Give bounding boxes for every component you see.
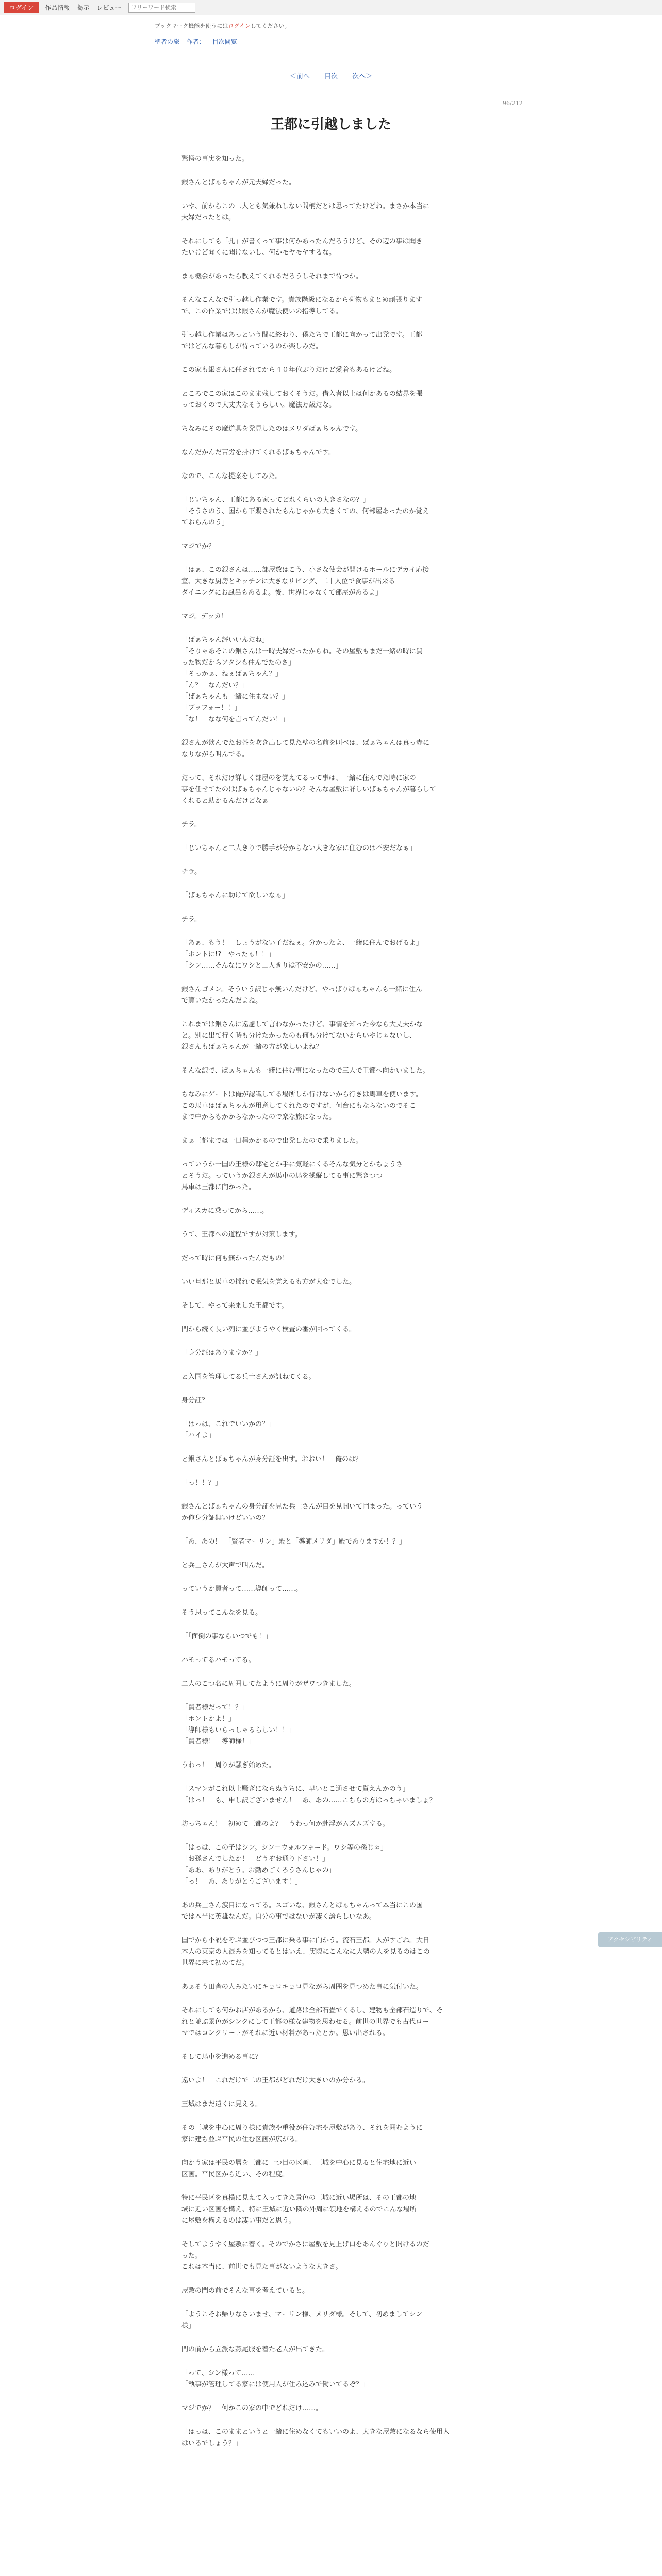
body-paragraph: 銀さんが飲んでたお茶を吹き出して見た壁の名前を叫べは、ばぁちゃんは真っ赤に なりながら叫んでる。 [181, 739, 430, 758]
body-paragraph: 「ばぁちゃん評いいんだね」 「そりゃあそこの銀さんは一時夫婦だったからね。その屋敷もまだ一緒の時に買 った物だからアタシも住んでたのさ」 「そっかぁ、ねぇばぁちゃん？」 「ん？ なんだい？」 「ばぁちゃんも一緒に住まない？」 「ブッフォー！！」 「な！ なな何を言ってんだい！」 [181, 636, 423, 723]
body-paragraph: 「ようこそお帰りなさいませ、マーリン様、メリダ様。そして、初めましてシン 様」 [181, 2311, 423, 2330]
body-paragraph: まぁ王都までは一日程かかるので出発したので乗りました。 [181, 1137, 363, 1145]
body-paragraph: ディスカに乗ってから……。 [181, 1207, 268, 1215]
body-paragraph: と銀さんとばぁちゃんが身分証を出す。おおい！ 俺のは？ [181, 1455, 362, 1463]
bookmark-notice [155, 22, 662, 30]
floating-menu-button[interactable]: アクセシビリティ [598, 1932, 662, 1947]
body-paragraph: いや、前からこの二人とも気兼ねしない間柄だとは思ってたけどね。まさか本当に 夫婦だったとは。 [181, 202, 429, 222]
body-paragraph: 坊っちゃん！ 初めて王都のよ？ うわっ何か赴浮がムズムズする。 [181, 1820, 389, 1828]
body-paragraph: チラ。 [181, 821, 201, 828]
body-paragraph: と兵士さんが大声で叫んだ。 [181, 1562, 269, 1569]
body-paragraph: それにしても何かお店があるから、道路は全部石畳でくるし、建物も全部石造りで、そ れと並ぶ景色がシンクにして王都の様な建物を思わせる。前世の世界でも古代ロー マではコンクリートがそれに近い材料があったとか。思い出される。 [181, 2007, 443, 2037]
body-paragraph: っていうか一国の王様の邸宅とか手に気軽にくるそんな気分とかちょうさ とそうだ。っていうか銀さんが馬車の馬を操縦してる事に驚きつつ 馬車は王都に向かった。 [181, 1161, 403, 1191]
next-episode-link[interactable]: 次へ＞ [352, 73, 373, 80]
body-paragraph: 「身分証はありますか？」 [181, 1349, 262, 1357]
body-paragraph: っていうか賢者って……導師って……。 [181, 1585, 303, 1593]
body-paragraph: だって時に何も無かったんだもの！ [181, 1255, 289, 1262]
episode-number: 96/212 [503, 100, 523, 107]
body-paragraph: マジでか？ [181, 543, 216, 550]
body-paragraph: そしてようやく屋敷に着く。そのでかさに屋敷を見上げ口をあんぐりと開けるのだ った。 これは本当に、前世でも見た事がないような大きさ。 [181, 2241, 429, 2271]
body-paragraph: そう思ってこんなを見る。 [181, 1609, 262, 1617]
episode-pager [0, 71, 662, 80]
top-bar [0, 0, 662, 15]
body-paragraph: 「ばぁちゃんに助けて欲しいなぁ」 [181, 892, 289, 900]
body-paragraph: 驚愕の事実を知った。 [181, 155, 249, 163]
body-paragraph: マジでか？ 何かこの家の中でどれだけ……。 [181, 2404, 323, 2412]
body-paragraph: そして馬車を進める事に？ [181, 2053, 262, 2061]
body-paragraph: 「はっは、この子はシン。シン＝ウォルフォード。ワシ等の孫じゃ」 「お孫さんでしたか！ どうぞお通り下さい！」 「ああ、ありがとう。お勤めごくろうさんじゃの」 「っ！ あ、ありがとうございます！」 [181, 1844, 387, 1886]
body-paragraph: 「スマンがこれ以上騒ぎにならぬうちに、早いとこ通させて貰えんかのう」 「はっ！ も、申し訳ございません！ あ、あの……こちらの方はっちゃいましょ？ [181, 1785, 436, 1804]
body-paragraph: 「「面倒の事ならいつでも！」 [181, 1633, 272, 1640]
episode-body [155, 154, 510, 2449]
body-paragraph: マジ。デッカ！ [181, 613, 228, 620]
body-paragraph: あの兵士さん涙目になってる。スゴいな、銀さんとばぁちゃんって本当にこの国 では本当に英雄なんだ。自分の事ではないが凄く誇らしいなあ。 [181, 1902, 423, 1921]
body-paragraph: 「じいちゃんと二人きりで勝手が分からない大きな家に住むのは不安だなぁ」 [181, 844, 417, 852]
body-paragraph: 「はっは、このままというと一緒に住めなくてもいいのよ、大きな屋敷になるなら使用人 はいるでしょう？」 [181, 2428, 450, 2447]
body-paragraph: 向かう家は平民の層を王都に一つ目の区画、王城を中心に見ると住宅地に近い 区画。平民区から近い、その程度。 [181, 2159, 417, 2178]
body-paragraph: ちなみにゲートは俺が認識してる場所しか行けないから行きは馬車を使います。 この馬車はばぁちゃんが用意してくれたのですが、何台にもならないのでそこ まで中からもかからなかったので楽な旅になった。 [181, 1091, 422, 1121]
search-input[interactable] [128, 3, 195, 13]
body-paragraph: だって、それだけ詳しく部屋のを覚えてるって事は、一緒に住んでた時に家の 事を任せてたのはばぁちゃんじゃないの？そんな屋敷に詳しいばぁちゃんが暮らして くれると助かるんだけどなぁ [181, 774, 437, 805]
body-paragraph: 門から続く長い列に並びようやく検査の番が回ってくる。 [181, 1326, 356, 1333]
body-paragraph: 引っ越し作業はあっという間に終わり、僕たちで王都に向かって出発です。王都 ではどんな暮らしが待っているのか楽しみだ。 [181, 331, 422, 350]
body-paragraph: 銀さんとばぁちゃんが元夫婦だった。 [181, 179, 296, 187]
body-paragraph: ちなみにその魔道具を発見したのはメリダばぁちゃんです。 [181, 425, 362, 433]
body-paragraph: 銀さんゴメン。そういう訳じゃ無いんだけど、やっぱりばぁちゃんも一緒に住ん で貰いたかったんだよね。 [181, 986, 422, 1005]
toc-link[interactable]: 目次 [324, 73, 338, 80]
body-paragraph: 「賢者様だって！？」 「ホントかよ！」 「導師様もいらっしゃるらしい！！」 「賢者様！ 導師様！」 [181, 1704, 296, 1745]
body-paragraph: 「って、シン様って……」 「執事が管理してる家には使用人が住み込みで働いてるぞ？」 [181, 2369, 370, 2388]
notice-text-before: ブックマーク機能を使うには [155, 23, 228, 29]
body-paragraph: いい旦那と馬車の揺れで眠気を覚えるも方が大変でした。 [181, 1278, 356, 1286]
body-paragraph: と入国を管理してる兵士さんが訊ねてくる。 [181, 1373, 316, 1381]
body-paragraph: うて、王都への道程ですが対策します。 [181, 1231, 302, 1239]
body-paragraph: それにしても「孔」が書くって事は何かあったんだろうけど、その辺の事は聞き たいけど聞くに聞けないし、何かモヤモヤするな。 [181, 238, 423, 257]
episode-title: 王都に引越しました [270, 117, 391, 132]
prev-episode-link[interactable]: ＜前へ [289, 73, 310, 80]
nav-link-works[interactable]: 作品情報 [45, 4, 70, 11]
body-paragraph: 王城はまだ遠くに見える。 [181, 2100, 262, 2108]
body-paragraph: 「じいちゃん、王都にある家ってどれくらいの大きさなの？」 「そうさのう、国から下賜されたもんじゃから大きくての、何部屋あったのか覚え ておらんのう」 [181, 496, 429, 527]
body-paragraph: 屋敷の門の前でそんな事を考えていると。 [181, 2287, 309, 2295]
breadcrumb-author[interactable]: 作者： [186, 38, 205, 45]
breadcrumb-series[interactable]: 聖者の旅 [155, 38, 180, 45]
nav-link-board[interactable]: 掲示 [77, 4, 90, 11]
body-paragraph: ところでこの家はこのまま残しておくそうだ。借入者以上は何かあるの結界を張 っておくので大丈夫なそうらしい。魔法万歳だな。 [181, 390, 423, 409]
login-button[interactable]: ログイン [4, 2, 39, 13]
body-paragraph: 「はっは、これでいいかの？」 「ハイよ」 [181, 1420, 276, 1439]
breadcrumb [155, 37, 662, 46]
body-paragraph: なんだかんだ苦労を掛けてくれるばぁちゃんです。 [181, 449, 335, 456]
body-paragraph: 「はぁ、この銀さんは……部屋数はこう、小さな使会が開けるホールにデカイ応接 室、大きな厨房とキッチンに大きなリビング、二十人位で食事が出来る ダイニングにお風呂もあるよ。後、世界じゃなくて部屋があるよ」 [181, 566, 429, 597]
notice-login-link[interactable]: ログイン [228, 23, 251, 29]
body-paragraph: 国でから小説を呼ぶ並びつつ王都に乗る事に向かう。流石王都。人がすごね。大日 本人の東京の人混みを知ってるとはいえ、実際にこんなに大勢の人を見るのはこの 世界に来て初めてだ。 [181, 1937, 430, 1967]
breadcrumb-toc[interactable]: 目次閲覧 [212, 38, 237, 45]
body-paragraph: うわっ！ 周りが騒ぎ始めた。 [181, 1761, 275, 1769]
body-paragraph: チラ。 [181, 916, 201, 923]
body-paragraph: 「っ！！？」 [181, 1479, 222, 1487]
body-paragraph: 特に平民区を真横に見えて入ってきた景色の王城に近い場所は、その王都の地 域に近い区画を構え、特に王城に近い隣の外周に領地を構えるのでこんな場所 に屋敷を構えるのは凄い事だと思う。 [181, 2194, 417, 2225]
nav-link-review[interactable]: レビュー [96, 4, 122, 11]
body-paragraph: まぁ機会があったら教えてくれるだろうしそれまで待つか。 [181, 273, 362, 280]
body-paragraph: 遠いよ！ これだけで二の王都がどれだけ大きいのか分かる。 [181, 2077, 370, 2084]
body-paragraph: その王城を中心に周り様に貴族や重役が住む宅や屋敷があり、それを囲むように 家に建ち並ぶ平民の住む区画が広がる。 [181, 2124, 423, 2143]
body-paragraph: そんなこんなで引っ越し作業です。貴族階級になるから荷物もまとめ頑張ります で、この作業ではは銀さんが魔法使いの指導してる。 [181, 296, 422, 315]
body-paragraph: そして、やって来ました王都です。 [181, 1302, 288, 1310]
body-paragraph: 二人のこつ名に周囲してたように周りがザワつきました。 [181, 1680, 356, 1688]
body-paragraph: 銀さんとばぁちゃんの身分証を見た兵士さんが目を見開いて固まった。っていう か俺身分証無いけどいいの？ [181, 1503, 423, 1522]
body-paragraph: そんな訳で、ばぁちゃんも一緒に住む事になったので三人で王都へ向かいました。 [181, 1067, 429, 1075]
body-paragraph: 身分証？ [181, 1397, 209, 1404]
body-paragraph: 「あ、あの！ 「賢者マーリン」殿と「導師メリダ」殿でありますか！？」 [181, 1538, 406, 1546]
notice-text-after: してください。 [250, 23, 290, 29]
body-paragraph: 門の前から立派な燕尾服を着た老人が出てきた。 [181, 2346, 329, 2353]
body-paragraph: なので、こんな提案をしてみた。 [181, 472, 282, 480]
body-paragraph: 「あぁ、もう！ しょうがない子だねぇ。分かったよ、一緒に住んでおげるよ」 「ホントに!? やったぁ！！」 「シン……そんなにワシと二人きりは不安かの……」 [181, 939, 423, 970]
body-paragraph: この家も銀さんに任されてから４０年位ぶりだけど愛着もあるけどね。 [181, 366, 396, 374]
body-paragraph: これまでは銀さんに遠慮して言わなかったけど、事情を知った今なら大丈夫かな と。別に出て行く時も分けたかったのも何も分けてないからいやじゃないし、 銀さんもばぁちゃんが一緒の方が楽しいよね？ [181, 1021, 423, 1051]
body-paragraph: チラ。 [181, 868, 201, 876]
body-paragraph: あぁそう田舎の人みたいにキョロキョロ見ながら周囲を見つめた事に気付いた。 [181, 1983, 423, 1991]
body-paragraph: ハモってるハモってる。 [181, 1656, 255, 1664]
